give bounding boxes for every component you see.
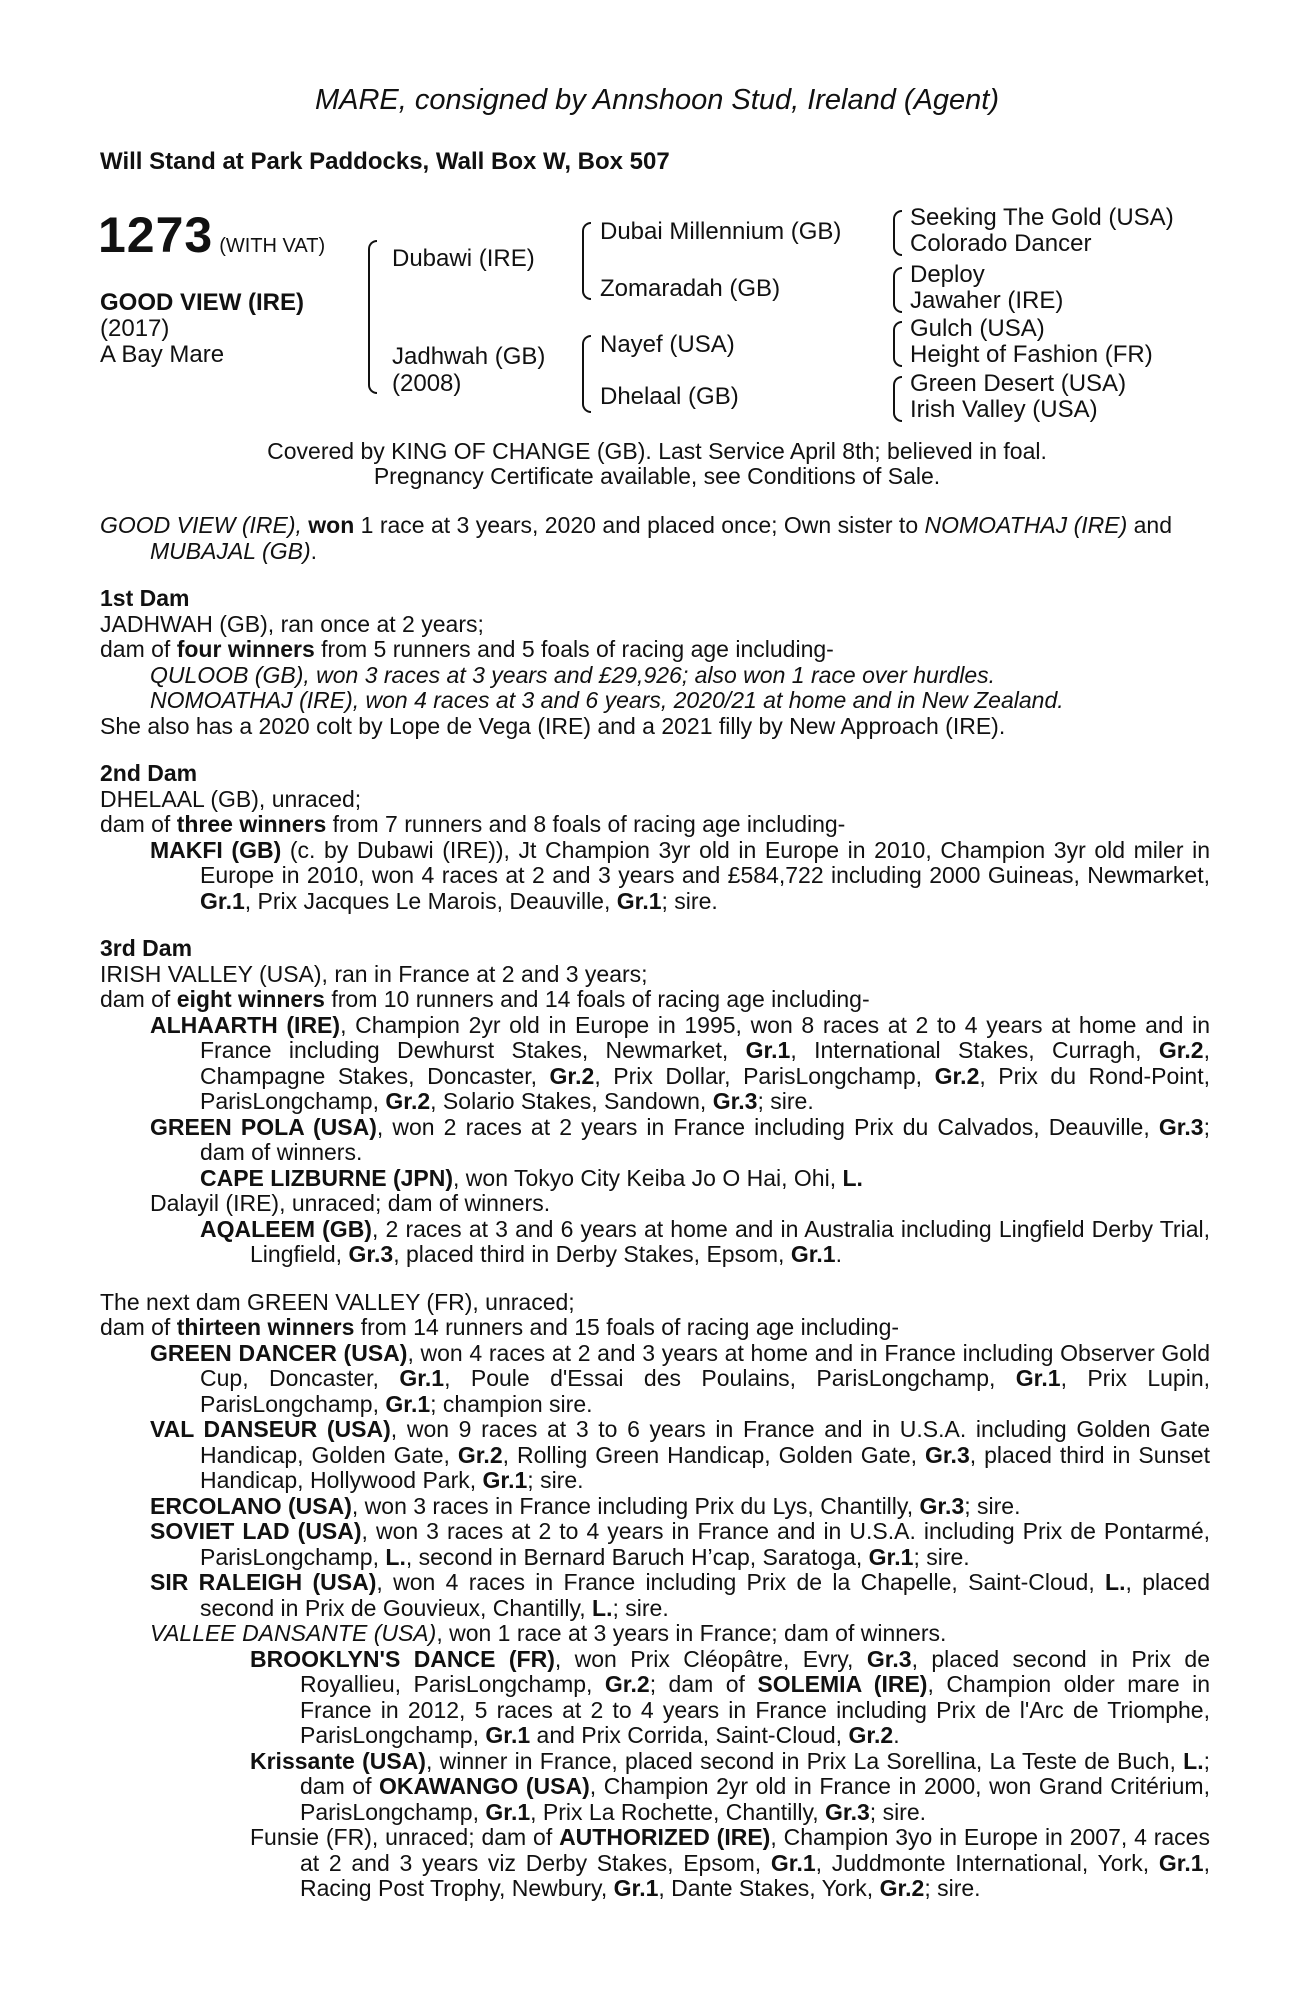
entry-text: , Prix La Rochette, Chantilly,: [530, 1798, 826, 1825]
entry-text: , won 4 races in France including Prix de la Chapelle, Saint-Cloud,: [376, 1569, 1106, 1595]
entry-text: , Solario Stakes, Sandown,: [430, 1088, 713, 1114]
produce-entry: Dalayil (IRE), unraced; dam of winners.: [150, 1190, 551, 1216]
produce-count: eight winners: [176, 986, 325, 1012]
entry-text: ; dam of: [649, 1671, 758, 1697]
grade-label: Gr.1: [770, 1849, 816, 1876]
grade-label: Gr.1: [200, 887, 245, 914]
entry-text: , Prix Jacques Le Marois, Deauville,: [244, 887, 617, 914]
entry-text: , placed second in Prix de Royallieu, ParisLongchamp,: [300, 1645, 1210, 1697]
entry-text: , placed third in Sunset Handicap, Hollywood Park,: [200, 1441, 1210, 1493]
winner-name: MAKFI (GB): [150, 836, 282, 863]
first-dam-line: JADHWAH (GB), ran once at 2 years;: [100, 610, 484, 637]
entry-text: , Champion 2yr old in Europe in 1995, won 8 races at 2 to 4 years at home and in France including Dewhurst Stakes, Newmarket,: [200, 1011, 1210, 1063]
summary-won: won: [308, 512, 355, 538]
grade-label: Gr.1: [485, 1798, 531, 1825]
grade-label: Gr.2: [604, 1671, 650, 1697]
summary-sister: NOMOATHAJ (IRE): [924, 512, 1128, 538]
produce-entry: [100, 1825, 1210, 1902]
entry-text: , second in Bernard Baruch H’cap, Saratoga,: [405, 1543, 869, 1570]
entry-text: ; dam of: [300, 1747, 1210, 1799]
entry-text: , won 9 races at 3 to 6 years in France and in U.S.A. including Golden Gate Handicap, Golden Gate,: [200, 1416, 1210, 1468]
entry-text: , won 4 races at 2 and 3 years at home and in France including Observer Gold Cup, Doncaster,: [200, 1339, 1210, 1391]
stand-location: Will Stand at Park Paddocks, Wall Box W, Box 507: [100, 148, 670, 175]
entry-text: , placed second in Prix de Gouvieux, Chantilly,: [200, 1569, 1210, 1621]
entry-text: .: [893, 1722, 900, 1748]
pedigree-brace: [893, 210, 902, 256]
produce-entry: QULOOB (GB), won 3 races at 3 years and £29,926; also won 1 race over hurdles.: [150, 661, 996, 688]
summary-and: and: [1127, 512, 1172, 538]
entry-text: , Champion 3yo in Europe in 2007, 4 races at 2 and 3 years viz Derby Stakes, Epsom,: [300, 1824, 1210, 1876]
pedigree-dam-year: (2008): [392, 370, 462, 397]
pedigree-g4: Jawaher (IRE): [910, 287, 1064, 314]
winner-name: ALHAARTH (IRE): [150, 1011, 341, 1038]
grade-label: Gr.1: [745, 1037, 791, 1063]
produce-text: dam of: [100, 986, 177, 1012]
produce-entry: [100, 1749, 1210, 1826]
summary-text: 1 race at 3 years, 2020 and placed once; Own sister to: [354, 512, 925, 538]
winner-name: GREEN DANCER (USA): [150, 1339, 408, 1366]
pedigree-brace: [893, 321, 902, 367]
grade-label: Gr.3: [712, 1088, 758, 1114]
grade-label: Gr.1: [616, 887, 662, 914]
entry-text: , Poule d'Essai des Poulains, ParisLongchamp,: [444, 1365, 1016, 1391]
produce-entry: [100, 1217, 1210, 1268]
produce-count: four winners: [176, 636, 315, 662]
third-dam-produce: [100, 987, 1210, 1013]
pedigree-brace: [368, 240, 377, 394]
catalogue-notes: [100, 513, 1210, 1902]
winner-name: SIR RALEIGH (USA): [150, 1569, 377, 1595]
next-dam-line: The next dam GREEN VALLEY (FR), unraced;: [100, 1288, 575, 1315]
produce-entry: [100, 1341, 1210, 1418]
pedigree-brace: [582, 222, 591, 300]
section-gap: [100, 1268, 1210, 1290]
produce-entry: [100, 1647, 1210, 1749]
produce-entry: [100, 1115, 1210, 1166]
entry-text: , won Tokyo City Keiba Jo O Hai, Ohi,: [453, 1164, 843, 1191]
produce-count: thirteen winners: [176, 1314, 355, 1340]
winner-name: VALLEE DANSANTE (USA): [150, 1620, 437, 1646]
entry-text: , Champion older mare in France in 2012, 5 races at 2 to 4 years in France including Prix de l'Arc de Triomphe, ParisLongchamp,: [300, 1671, 1211, 1748]
pedigree-dam: Jadhwah (GB): [392, 343, 546, 370]
vat-label: (WITH VAT): [219, 235, 326, 257]
entry-text: , Champion 2yr old in France in 2000, won Grand Critérium, ParisLongchamp,: [300, 1773, 1210, 1825]
lot-number: 1273: [98, 207, 214, 263]
grade-label: Gr.2: [549, 1062, 595, 1089]
winner-name: GREEN POLA (USA): [150, 1113, 377, 1140]
summary-sister: MUBAJAL (GB): [150, 537, 311, 564]
entry-text: , Dante Stakes, York,: [658, 1875, 880, 1901]
entry-text: ; sire.: [869, 1798, 927, 1825]
summary-horse-name: GOOD VIEW (IRE),: [100, 512, 302, 538]
grade-label: Gr.1: [613, 1875, 659, 1901]
entry-text: , Rolling Green Handicap, Golden Gate,: [502, 1441, 925, 1468]
entry-text: , Juddmonte International, York,: [815, 1849, 1159, 1876]
winner-name: VAL DANSEUR (USA): [150, 1416, 391, 1442]
grade-label: Gr.2: [385, 1088, 431, 1114]
grade-label: Gr.1: [482, 1467, 528, 1493]
winner-name: AUTHORIZED (IRE): [559, 1824, 771, 1850]
grade-label: Gr.3: [866, 1645, 912, 1672]
third-dam-line: IRISH VALLEY (USA), ran in France at 2 and 3 years;: [100, 960, 648, 987]
produce-entry: [100, 1519, 1210, 1570]
entry-text: ; sire.: [612, 1594, 669, 1621]
pedigree-g5: Gulch (USA): [910, 315, 1045, 342]
entry-text: ; sire.: [924, 1875, 981, 1901]
produce-text: dam of: [100, 636, 177, 662]
entry-text: .: [835, 1241, 842, 1267]
produce-text: dam of: [100, 811, 177, 837]
entry-text: , won 1 race at 3 years in France; dam of winners.: [436, 1620, 947, 1646]
produce-entry: [100, 1494, 1210, 1520]
entry-text: ; sire.: [913, 1543, 970, 1570]
grade-label: Gr.3: [919, 1492, 965, 1519]
entry-text: ; sire.: [757, 1088, 814, 1114]
grade-label: L.: [1105, 1569, 1126, 1595]
grade-label: Gr.3: [924, 1441, 970, 1468]
entry-text: and Prix Corrida, Saint-Cloud,: [530, 1722, 849, 1748]
winner-name: CAPE LIZBURNE (JPN): [200, 1164, 454, 1191]
pedigree-brace: [893, 376, 902, 422]
entry-text: ; sire.: [527, 1467, 584, 1493]
produce-text: from 10 runners and 14 foals of racing age including-: [324, 986, 870, 1012]
pedigree-g8: Irish Valley (USA): [910, 396, 1098, 423]
grade-label: Gr.1: [1015, 1365, 1061, 1391]
entry-text: , Champagne Stakes, Doncaster,: [200, 1037, 1210, 1089]
pedigree-sire: Dubawi (IRE): [392, 245, 535, 272]
entry-text: , placed third in Derby Stakes, Epsom,: [393, 1241, 791, 1267]
entry-text: , won 3 races in France including Prix du Lys, Chantilly,: [351, 1492, 920, 1519]
grade-label: Gr.3: [348, 1241, 394, 1267]
grade-label: Gr.1: [385, 1390, 431, 1417]
entry-text: (c. by Dubawi (IRE)), Jt Champion 3yr old in Europe in 2010, Champion 3yr old miler in Europe in 2010, won 4 races at 2 and 3 years and £584,722 including 2000 Guineas, Newmarket,: [200, 836, 1210, 888]
entry-text: , won 2 races at 2 years in France including Prix du Calvados, Deauville,: [376, 1113, 1159, 1140]
first-dam-heading: 1st Dam: [100, 585, 190, 611]
winner-name: SOVIET LAD (USA): [150, 1518, 362, 1544]
covered-line: Covered by KING OF CHANGE (GB). Last Service April 8th; believed in foal.: [267, 438, 1047, 464]
grade-label: Gr.3: [825, 1798, 870, 1825]
entry-text: , won Prix Cléopâtre, Evry,: [554, 1645, 867, 1672]
first-dam-produce: [100, 637, 1210, 663]
produce-text: from 14 runners and 15 foals of racing age including-: [354, 1314, 900, 1340]
pedigree-g2: Colorado Dancer: [910, 230, 1092, 257]
pedigree-brace: [893, 267, 902, 313]
third-dam-heading: 3rd Dam: [100, 935, 193, 961]
entry-text: ; sire.: [964, 1492, 1021, 1519]
consignor-line: MARE, consigned by Annshoon Stud, Ireland (Agent): [314, 84, 1000, 116]
grade-label: Gr.2: [879, 1875, 925, 1901]
horse-year: (2017): [100, 315, 170, 342]
pedigree-g6: Height of Fashion (FR): [910, 341, 1153, 368]
winner-name: ERCOLANO (USA): [150, 1492, 352, 1519]
winner-name: BROOKLYN'S DANCE (FR): [250, 1645, 555, 1672]
entry-text: , Prix Dollar, ParisLongchamp,: [594, 1062, 935, 1089]
grade-label: Gr.1: [485, 1722, 531, 1748]
pedigree-g7: Green Desert (USA): [910, 370, 1127, 397]
produce-entry: [100, 1166, 1210, 1192]
pedigree-sire-sire: Dubai Millennium (GB): [600, 218, 842, 245]
produce-entry: [100, 1417, 1210, 1494]
pedigree-dam-sire: Nayef (USA): [600, 331, 735, 358]
produce-text: from 7 runners and 8 foals of racing age including-: [326, 811, 846, 837]
produce-entry: NOMOATHAJ (IRE), won 4 races at 3 and 6 years, 2020/21 at home and in New Zealand.: [150, 687, 1064, 713]
lot-number-block: [98, 206, 325, 264]
pedigree-g3: Deploy: [910, 261, 985, 288]
entry-text: , Prix Lupin, ParisLongchamp,: [200, 1365, 1211, 1417]
entry-text: ; sire.: [661, 887, 718, 914]
winner-name: OKAWANGO (USA): [379, 1773, 590, 1799]
second-dam-heading: 2nd Dam: [100, 760, 198, 786]
entry-text: ; dam of winners.: [200, 1113, 1210, 1165]
summary-end: .: [310, 537, 317, 564]
produce-text: dam of: [100, 1314, 177, 1340]
pedigree-sire-dam: Zomaradah (GB): [600, 275, 781, 302]
grade-label: L.: [592, 1594, 613, 1621]
pedigree-dam-dam: Dhelaal (GB): [600, 383, 739, 410]
grade-label: L.: [385, 1543, 406, 1570]
entry-text: ; champion sire.: [430, 1390, 593, 1417]
grade-label: Gr.3: [1158, 1113, 1204, 1140]
produce-text: from 5 runners and 5 foals of racing age including-: [314, 636, 834, 662]
winner-name: SOLEMIA (IRE): [757, 1671, 928, 1697]
entry-text: , 2 races at 3 and 6 years at home and in Australia including Lingfield Derby Trial, Lingfield,: [250, 1215, 1210, 1267]
pregnancy-line: Pregnancy Certificate available, see Conditions of Sale.: [373, 463, 941, 489]
produce-entry: [100, 1621, 1210, 1647]
entry-text: , Prix du Rond-Point, ParisLongchamp,: [200, 1062, 1210, 1114]
horse-name: GOOD VIEW (IRE): [100, 289, 304, 316]
entry-text: Funsie (FR), unraced; dam of: [250, 1824, 560, 1850]
winner-name: AQALEEM (GB): [200, 1215, 372, 1242]
entry-text: , International Stakes, Curragh,: [790, 1037, 1159, 1063]
horse-summary: [100, 513, 1210, 564]
entry-text: , won 3 races at 2 to 4 years in France and in U.S.A. including Prix de Pontarmé, ParisLongchamp,: [200, 1518, 1211, 1570]
second-dam-produce: [100, 812, 1210, 838]
grade-label: Gr.2: [1158, 1037, 1204, 1063]
grade-label: Gr.2: [457, 1441, 503, 1468]
entry-text: , Racing Post Trophy, Newbury,: [300, 1849, 1210, 1901]
grade-label: Gr.2: [848, 1722, 894, 1748]
produce-note: She also has a 2020 colt by Lope de Vega (IRE) and a 2021 filly by New Approach (IRE).: [100, 712, 1006, 739]
next-dam-produce: [100, 1315, 1210, 1341]
grade-label: Gr.1: [868, 1543, 914, 1570]
pedigree-g1: Seeking The Gold (USA): [910, 204, 1174, 231]
grade-label: Gr.2: [934, 1062, 980, 1089]
grade-label: Gr.1: [399, 1365, 445, 1391]
winner-name: Krissante (USA): [250, 1747, 426, 1774]
produce-entry: [100, 838, 1210, 915]
grade-label: L.: [842, 1164, 863, 1191]
grade-label: Gr.1: [790, 1241, 836, 1267]
produce-entry: [100, 1570, 1210, 1621]
second-dam-line: DHELAAL (GB), unraced;: [100, 785, 362, 812]
produce-count: three winners: [176, 811, 327, 837]
pedigree-brace: [582, 335, 591, 413]
produce-entry: [100, 1013, 1210, 1115]
entry-text: , winner in France, placed second in Prix La Sorellina, La Teste de Buch,: [425, 1747, 1184, 1774]
grade-label: Gr.1: [1158, 1849, 1204, 1876]
grade-label: L.: [1183, 1747, 1204, 1774]
horse-description: A Bay Mare: [100, 341, 225, 368]
